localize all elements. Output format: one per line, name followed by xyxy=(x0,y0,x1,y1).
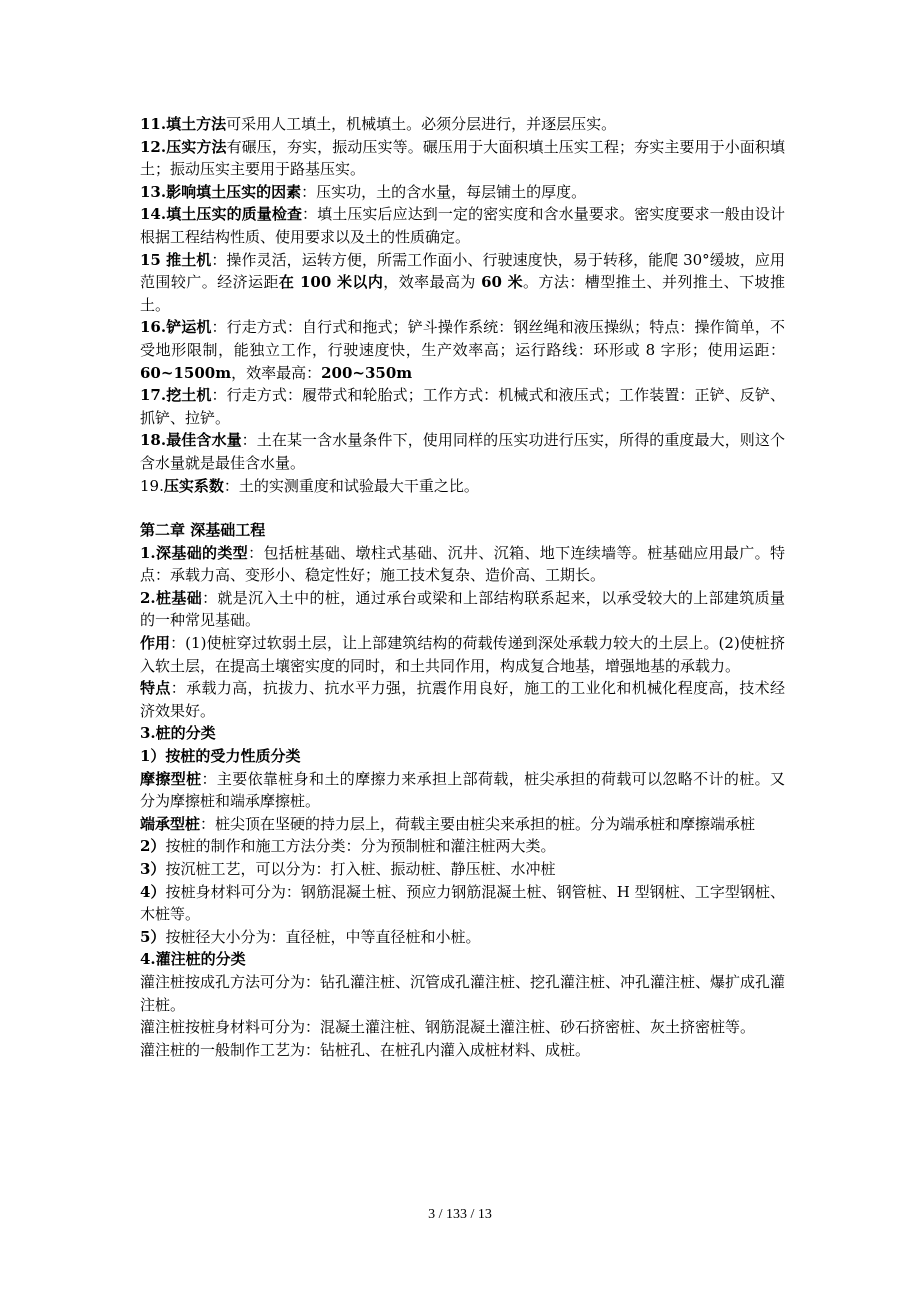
term-prefix: 19. xyxy=(140,476,164,495)
chapter-item xyxy=(140,745,785,768)
chapter-title: 第二章 深基础工程 xyxy=(140,521,266,540)
paragraph-14 xyxy=(140,203,785,248)
chapter-item xyxy=(140,858,785,881)
term-text: ：就是沉入土中的桩，通过承台或梁和上部结构联系起来，以承受较大的上部建筑质量的一种常见基础。 xyxy=(140,588,785,630)
term-text: 按桩径大小分为：直径桩，中等直径桩和小桩。 xyxy=(165,927,481,946)
chapter-item xyxy=(140,587,785,632)
term-label: 作用 xyxy=(140,634,171,653)
chapter-item xyxy=(140,722,785,745)
term-label: 12.压实方法 xyxy=(140,137,227,156)
term-label: 15 推土机 xyxy=(140,250,212,269)
term-text: ，效率最高： xyxy=(231,363,322,382)
term-text: 可采用人工填土，机械填土。必须分层进行，并逐层压实。 xyxy=(226,115,617,133)
term-text: 有碾压，夯实，振动压实等。碾压用于大面积填土压实工程；夯实主要用于小面积填土；振动压实主要用于路基压实。 xyxy=(140,137,785,179)
term-label: 压实系数 xyxy=(163,476,224,495)
paragraph-18 xyxy=(140,429,785,474)
term-bold: 60~1500m xyxy=(140,363,232,382)
term-text: ：桩尖顶在坚硬的持力层上，荷载主要由桩尖来承担的桩。分为端承桩和摩擦端承桩 xyxy=(200,814,756,833)
term-label: 1）按桩的受力性质分类 xyxy=(140,747,301,766)
term-label: 17.挖土机 xyxy=(140,386,212,405)
paragraph-16 xyxy=(140,316,785,384)
term-text: ，效率最高为 xyxy=(383,273,482,292)
chapter-item xyxy=(140,971,785,1016)
term-text: ：承载力高，抗拔力、抗水平力强，抗震作用良好，施工的工业化和机械化程度高，技术经济效果好。 xyxy=(140,679,785,720)
paragraph-13 xyxy=(140,181,785,204)
term-label: 1.深基础的类型 xyxy=(140,543,249,562)
term-label: 14.填土压实的质量检查 xyxy=(140,205,303,224)
term-label: 3） xyxy=(140,860,166,878)
paragraph-17 xyxy=(140,384,785,429)
chapter-item xyxy=(140,1039,785,1062)
term-label: 4.灌注桩的分类 xyxy=(140,950,246,969)
term-label: 4） xyxy=(140,882,166,901)
term-text: ：土的实测重度和试验最大干重之比。 xyxy=(223,476,479,495)
term-text: ：包括桩基础、墩柱式基础、沉井、沉箱、地下连续墙等。桩基础应用最广。特点：承载力高、变形小、稳定性好；施工技术复杂、造价高、工期长。 xyxy=(140,543,785,585)
term-text: 。方法：槽型推土、并列推土、下坡推土。 xyxy=(140,273,785,314)
term-text: 灌注桩按成孔方法可分为：钻孔灌注桩、沉管成孔灌注桩、挖孔灌注桩、冲孔灌注桩、爆扩成孔灌注桩。 xyxy=(140,972,786,1014)
term-bold: 在 100 米以内 xyxy=(278,273,384,292)
term-text: ：操作灵活，运转方便，所需工作面小、行驶速度快，易于转移，能爬 30°缓坡，应用范围较广。经济运距 xyxy=(140,250,785,292)
term-text: ：(1)使桩穿过软弱土层，让上部建筑结构的荷载传递到深处承载力较大的土层上。(2)使桩挤入软土层，在提高土壤密实度的同时，和土共同作用，构成复合地基，增强地基的承载力。 xyxy=(140,634,785,675)
chapter-item xyxy=(140,677,785,722)
chapter-item xyxy=(140,1016,785,1039)
chapter-item xyxy=(140,926,785,949)
term-label: 18.最佳含水量 xyxy=(140,431,242,450)
document-body xyxy=(140,113,785,1061)
paragraph-15 xyxy=(140,249,785,317)
term-bold: 200~350m xyxy=(321,363,413,382)
paragraph-12 xyxy=(140,136,785,181)
chapter-item xyxy=(140,881,785,926)
chapter-item xyxy=(140,632,785,677)
term-label: 2） xyxy=(140,837,166,856)
chapter-item xyxy=(140,948,785,971)
term-label: 11.填土方法 xyxy=(140,115,227,133)
chapter-item xyxy=(140,835,785,858)
term-text: 灌注桩的一般制作工艺为：钻桩孔、在桩孔内灌入成桩材料、成桩。 xyxy=(140,1040,591,1059)
term-label: 16.铲运机 xyxy=(140,318,212,337)
chapter-item xyxy=(140,813,785,836)
chapter-item xyxy=(140,542,785,587)
term-text: ：主要依靠桩身和土的摩擦力来承担上部荷载，桩尖承担的荷载可以忽略不计的桩。又分为摩擦桩和端承摩擦桩。 xyxy=(140,769,785,811)
term-text: ：土在某一含水量条件下，使用同样的压实功进行压实，所得的重度最大，则这个含水量就是最佳含水量。 xyxy=(140,431,785,472)
page-number: 3 / 133 / 13 xyxy=(428,1207,492,1222)
term-text: 按沉桩工艺，可以分为：打入桩、振动桩、静压桩、水冲桩 xyxy=(165,860,556,878)
term-label: 5） xyxy=(140,927,166,946)
term-text: 灌注桩按桩身材料可分为：混凝土灌注桩、钢筋混凝土灌注桩、砂石挤密桩、灰土挤密桩等。 xyxy=(140,1018,756,1037)
term-label: 摩擦型桩 xyxy=(140,769,202,788)
paragraph-11 xyxy=(140,113,785,136)
term-text: 按桩身材料可分为：钢筋混凝土桩、预应力钢筋混凝土桩、钢管桩、H 型钢桩、工字型钢桩、木桩等。 xyxy=(140,882,786,924)
paragraph-19 xyxy=(140,475,785,498)
term-label: 特点 xyxy=(140,679,171,698)
term-label: 2.桩基础 xyxy=(140,588,203,607)
term-label: 3.桩的分类 xyxy=(140,724,216,743)
section-gap xyxy=(140,497,785,519)
term-text: ：行走方式：履带式和轮胎式；工作方式：机械式和液压式；工作装置：正铲、反铲、抓铲、拉铲。 xyxy=(140,386,785,427)
term-text: ：压实功，土的含水量，每层铺土的厚度。 xyxy=(301,182,587,201)
term-text: 按桩的制作和施工方法分类：分为预制桩和灌注桩两大类。 xyxy=(165,837,556,856)
term-label: 13.影响填土压实的因素 xyxy=(140,182,302,201)
chapter-item xyxy=(140,768,785,813)
term-bold: 60 米 xyxy=(481,273,524,292)
term-text: ：行走方式：自行式和拖式；铲斗操作系统：钢丝绳和液压操纵；特点：操作简单，不受地形限制，能独立工作，行驶速度快，生产效率高；运行路线：环形或 8 字形；使用运距： xyxy=(140,318,785,359)
term-label: 端承型桩 xyxy=(140,814,201,833)
term-text: ：填土压实后应达到一定的密实度和含水量要求。密实度要求一般由设计根据工程结构性质、使用要求以及土的性质确定。 xyxy=(140,205,785,246)
